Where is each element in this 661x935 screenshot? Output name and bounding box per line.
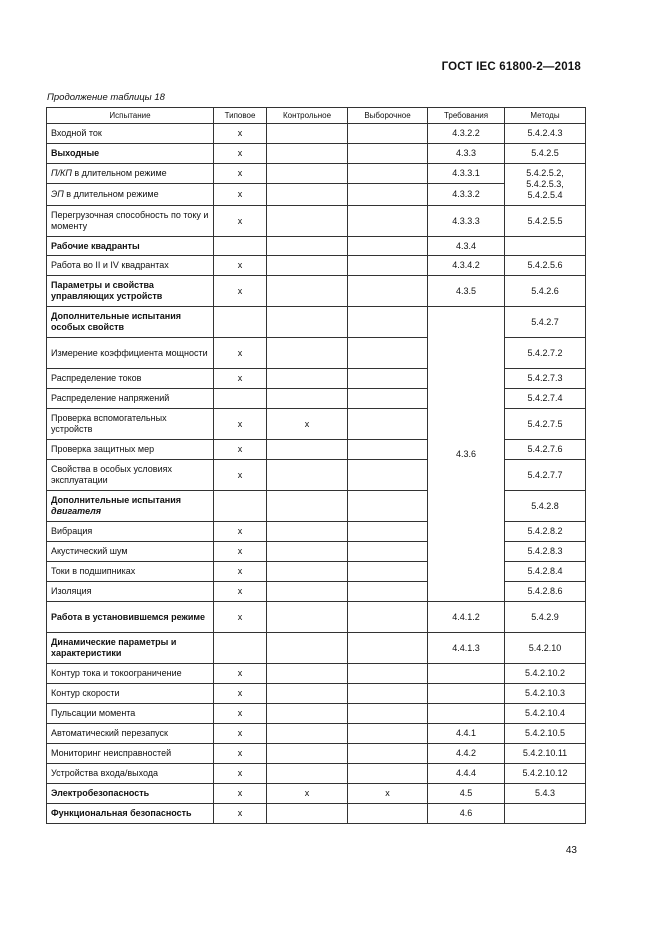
method: 5.4.2.7.4 [505, 389, 586, 409]
typical-mark: x [214, 744, 267, 764]
sample-mark [348, 704, 428, 724]
control-mark [267, 633, 348, 664]
sample-mark [348, 206, 428, 237]
sample-mark: x [348, 784, 428, 804]
typical-mark: x [214, 206, 267, 237]
requirement: 4.3.2.2 [428, 124, 505, 144]
method: 5.4.2.8.3 [505, 542, 586, 562]
control-mark [267, 542, 348, 562]
typical-mark [214, 307, 267, 338]
test-name: Контур тока и токоограничение [47, 664, 214, 684]
typical-mark: x [214, 724, 267, 744]
test-table [46, 107, 586, 824]
requirement: 4.4.1 [428, 724, 505, 744]
method: 5.4.2.5.5 [505, 206, 586, 237]
test-name [47, 491, 214, 522]
typical-mark: x [214, 409, 267, 440]
method: 5.4.2.8.2 [505, 522, 586, 542]
table-row [47, 124, 586, 144]
test-name: Акустический шум [47, 542, 214, 562]
test-name-bold: Дополнительные испытания [51, 495, 181, 505]
method: 5.4.2.5.6 [505, 256, 586, 276]
requirement: 4.3.4.2 [428, 256, 505, 276]
table-row [47, 724, 586, 744]
test-name: Устройства входа/выхода [47, 764, 214, 784]
test-name: Параметры и свойства управляющих устройств [47, 276, 214, 307]
control-mark [267, 764, 348, 784]
control-mark [267, 460, 348, 491]
method: 5.4.2.7.3 [505, 369, 586, 389]
test-name-bold-italic: двигателя [51, 506, 102, 516]
typical-mark: x [214, 522, 267, 542]
typical-mark [214, 633, 267, 664]
table-row [47, 764, 586, 784]
test-name: Распределение токов [47, 369, 214, 389]
typical-mark: x [214, 704, 267, 724]
test-name: Проверка вспомогательных устройств [47, 409, 214, 440]
test-name-rest: в длительном режиме [71, 168, 167, 178]
sample-mark [348, 338, 428, 369]
requirement: 4.4.1.3 [428, 633, 505, 664]
method: 5.4.2.10.2 [505, 664, 586, 684]
method [505, 804, 586, 824]
requirement: 4.3.6 [428, 307, 505, 602]
sample-mark [348, 307, 428, 338]
col-header-requirements: Требования [428, 108, 505, 124]
page-number: 43 [565, 845, 577, 856]
method: 5.4.2.10 [505, 633, 586, 664]
table-row [47, 744, 586, 764]
table-row [47, 562, 586, 582]
test-name: Рабочие квадранты [47, 237, 214, 256]
control-mark [267, 124, 348, 144]
typical-mark: x [214, 184, 267, 206]
method: 5.4.2.8.6 [505, 582, 586, 602]
test-name: Свойства в особых условиях эксплуатации [47, 460, 214, 491]
test-name [47, 184, 214, 206]
table-row [47, 522, 586, 542]
test-name: Мониторинг неисправностей [47, 744, 214, 764]
control-mark [267, 256, 348, 276]
test-name: Работа в установившемся режиме [47, 602, 214, 633]
table-row [47, 237, 586, 256]
control-mark [267, 704, 348, 724]
sample-mark [348, 369, 428, 389]
sample-mark [348, 633, 428, 664]
test-name: Проверка защитных мер [47, 440, 214, 460]
control-mark [267, 744, 348, 764]
typical-mark: x [214, 144, 267, 164]
typical-mark: x [214, 164, 267, 184]
control-mark [267, 602, 348, 633]
requirement: 4.3.3.2 [428, 184, 505, 206]
test-name: Динамические параметры и характеристики [47, 633, 214, 664]
method: 5.4.2.8.4 [505, 562, 586, 582]
sample-mark [348, 184, 428, 206]
test-name: Изоляция [47, 582, 214, 602]
sample-mark [348, 724, 428, 744]
method: 5.4.2.7.6 [505, 440, 586, 460]
typical-mark: x [214, 664, 267, 684]
requirement [428, 664, 505, 684]
sample-mark [348, 237, 428, 256]
method: 5.4.2.7.7 [505, 460, 586, 491]
typical-mark: x [214, 460, 267, 491]
requirement [428, 704, 505, 724]
control-mark: x [267, 784, 348, 804]
test-name: Электробезопасность [47, 784, 214, 804]
requirement: 4.3.4 [428, 237, 505, 256]
test-name: Функциональная безопасность [47, 804, 214, 824]
table-row [47, 602, 586, 633]
requirement: 4.6 [428, 804, 505, 824]
control-mark [267, 184, 348, 206]
requirement: 4.3.5 [428, 276, 505, 307]
test-name-rest: в длительном режиме [63, 189, 159, 199]
control-mark [267, 237, 348, 256]
table-row [47, 784, 586, 804]
method: 5.4.2.8 [505, 491, 586, 522]
table-row [47, 582, 586, 602]
typical-mark [214, 237, 267, 256]
sample-mark [348, 440, 428, 460]
requirement: 4.3.3.1 [428, 164, 505, 184]
control-mark [267, 664, 348, 684]
sample-mark [348, 144, 428, 164]
test-name: Токи в подшипниках [47, 562, 214, 582]
table-row [47, 369, 586, 389]
requirement: 4.4.1.2 [428, 602, 505, 633]
table-row [47, 206, 586, 237]
control-mark [267, 389, 348, 409]
sample-mark [348, 460, 428, 491]
requirement: 4.3.3.3 [428, 206, 505, 237]
sample-mark [348, 164, 428, 184]
table-row [47, 256, 586, 276]
typical-mark: x [214, 440, 267, 460]
test-name: Работа во II и IV квадрантах [47, 256, 214, 276]
test-name: Выходные [47, 144, 214, 164]
test-name [47, 164, 214, 184]
test-name: Входной ток [47, 124, 214, 144]
table-row [47, 440, 586, 460]
sample-mark [348, 389, 428, 409]
sample-mark [348, 522, 428, 542]
col-header-test: Испытание [47, 108, 214, 124]
table-row [47, 276, 586, 307]
col-header-sample: Выборочное [348, 108, 428, 124]
table-row [47, 338, 586, 369]
requirement: 4.3.3 [428, 144, 505, 164]
sample-mark [348, 804, 428, 824]
method: 5.4.2.4.3 [505, 124, 586, 144]
test-name: Перегрузочная способность по току и моменту [47, 206, 214, 237]
typical-mark: x [214, 784, 267, 804]
typical-mark: x [214, 804, 267, 824]
typical-mark: x [214, 369, 267, 389]
table-row [47, 491, 586, 522]
table-row [47, 164, 586, 184]
table-row [47, 664, 586, 684]
typical-mark [214, 389, 267, 409]
control-mark [267, 144, 348, 164]
col-header-methods: Методы [505, 108, 586, 124]
table-row [47, 409, 586, 440]
control-mark [267, 276, 348, 307]
test-name-italic: П/КП [51, 168, 72, 178]
method: 5.4.3 [505, 784, 586, 804]
sample-mark [348, 764, 428, 784]
method: 5.4.2.5.2, 5.4.2.5.3, 5.4.2.5.4 [505, 164, 586, 206]
col-header-control: Контрольное [267, 108, 348, 124]
typical-mark: x [214, 684, 267, 704]
method: 5.4.2.7.2 [505, 338, 586, 369]
table-caption: Продолжение таблицы 18 [47, 92, 165, 103]
typical-mark: x [214, 562, 267, 582]
table-row [47, 460, 586, 491]
control-mark [267, 491, 348, 522]
sample-mark [348, 744, 428, 764]
control-mark [267, 164, 348, 184]
control-mark [267, 724, 348, 744]
document-header: ГОСТ IEC 61800-2—2018 [441, 61, 581, 73]
control-mark [267, 684, 348, 704]
method: 5.4.2.7 [505, 307, 586, 338]
test-name: Пульсации момента [47, 704, 214, 724]
sample-mark [348, 542, 428, 562]
sample-mark [348, 256, 428, 276]
test-name: Вибрация [47, 522, 214, 542]
sample-mark [348, 684, 428, 704]
test-name-italic: ЭП [51, 189, 64, 199]
typical-mark: x [214, 764, 267, 784]
table-row [47, 704, 586, 724]
method: 5.4.2.10.3 [505, 684, 586, 704]
sample-mark [348, 664, 428, 684]
sample-mark [348, 276, 428, 307]
control-mark [267, 338, 348, 369]
typical-mark: x [214, 256, 267, 276]
control-mark [267, 562, 348, 582]
test-name: Контур скорости [47, 684, 214, 704]
test-name: Распределение напряжений [47, 389, 214, 409]
control-mark [267, 206, 348, 237]
method: 5.4.2.10.4 [505, 704, 586, 724]
method: 5.4.2.6 [505, 276, 586, 307]
control-mark [267, 440, 348, 460]
control-mark: x [267, 409, 348, 440]
sample-mark [348, 602, 428, 633]
method: 5.4.2.10.5 [505, 724, 586, 744]
typical-mark: x [214, 542, 267, 562]
typical-mark: x [214, 582, 267, 602]
method: 5.4.2.7.5 [505, 409, 586, 440]
sample-mark [348, 409, 428, 440]
table-row [47, 804, 586, 824]
table-header-row [47, 108, 586, 124]
sample-mark [348, 491, 428, 522]
col-header-typical: Типовое [214, 108, 267, 124]
table-row [47, 389, 586, 409]
typical-mark: x [214, 338, 267, 369]
requirement: 4.4.2 [428, 744, 505, 764]
test-name: Автоматический перезапуск [47, 724, 214, 744]
table-row [47, 633, 586, 664]
control-mark [267, 307, 348, 338]
table-row [47, 684, 586, 704]
control-mark [267, 522, 348, 542]
typical-mark: x [214, 276, 267, 307]
requirement [428, 684, 505, 704]
requirement: 4.4.4 [428, 764, 505, 784]
method [505, 237, 586, 256]
sample-mark [348, 124, 428, 144]
test-name: Измерение коэффициента мощности [47, 338, 214, 369]
typical-mark [214, 491, 267, 522]
control-mark [267, 369, 348, 389]
typical-mark: x [214, 602, 267, 633]
test-name: Дополнительные испытания особых свойств [47, 307, 214, 338]
sample-mark [348, 562, 428, 582]
sample-mark [348, 582, 428, 602]
method: 5.4.2.5 [505, 144, 586, 164]
method: 5.4.2.10.11 [505, 744, 586, 764]
method: 5.4.2.9 [505, 602, 586, 633]
typical-mark: x [214, 124, 267, 144]
table-row [47, 542, 586, 562]
table-row [47, 307, 586, 338]
requirement: 4.5 [428, 784, 505, 804]
control-mark [267, 582, 348, 602]
method: 5.4.2.10.12 [505, 764, 586, 784]
control-mark [267, 804, 348, 824]
table-row [47, 144, 586, 164]
